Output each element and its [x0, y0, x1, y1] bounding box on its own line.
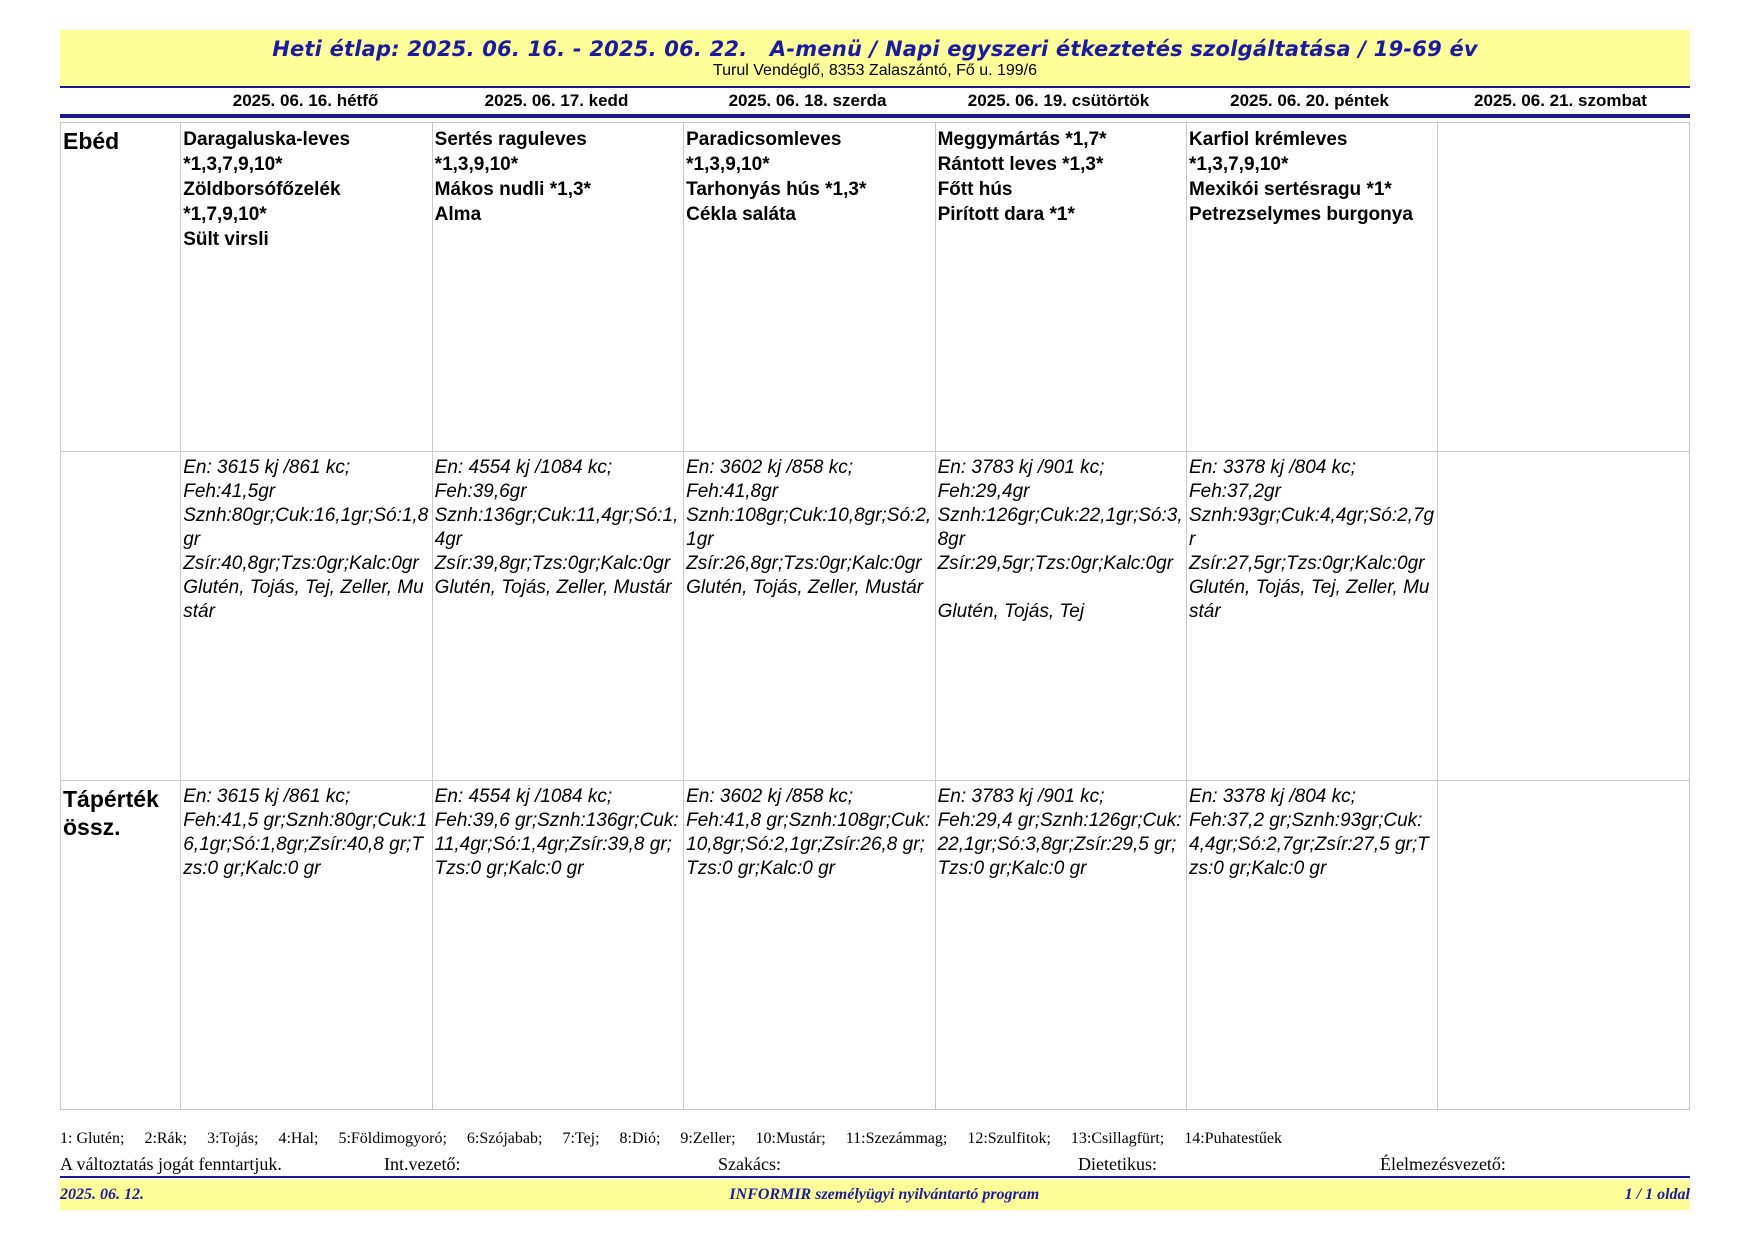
nutrition-total-row	[61, 781, 1690, 1110]
signature-int-manager: Int.vezető:	[384, 1154, 461, 1174]
total-cell	[432, 781, 683, 1110]
nutrition-line: En: 3378 kj /804 kc;	[1189, 457, 1356, 478]
allergen-item: 9:Zeller;	[680, 1130, 736, 1147]
row-label-cell	[61, 452, 181, 781]
day-header-rule	[60, 114, 1690, 118]
footer-rule	[60, 1176, 1690, 1178]
lunch-label: Ebéd	[63, 128, 120, 154]
nutrition-cell	[432, 452, 683, 781]
nutrition-line: Feh:41,5gr	[183, 481, 276, 502]
nutrition-cell	[1187, 452, 1438, 781]
lunch-row	[61, 123, 1690, 452]
signature-dietitian: Dietetikus:	[1078, 1154, 1157, 1174]
total-line: Feh:29,4 gr;Sznh:126gr;Cuk:22,1gr;Só:3,8gr;Zsír:29,5 gr;Tzs:0 gr;Kalc:0 gr	[937, 810, 1182, 879]
menu-cell	[1187, 123, 1438, 452]
nutrition-line: En: 3615 kj /861 kc;	[183, 457, 351, 478]
signature-chef: Szakács:	[718, 1154, 781, 1174]
total-line: En: 3602 kj /858 kc;	[686, 786, 854, 807]
menu-item: Paradicsomleves	[686, 129, 842, 150]
menu-item: *1,3,7,9,10*	[183, 154, 283, 175]
nutrition-line: Zsír:26,8gr;Tzs:0gr;Kalc:0gr	[686, 553, 922, 574]
total-line: Feh:37,2 gr;Sznh:93gr;Cuk:4,4gr;Só:2,7gr;Zsír:27,5 gr;Tzs:0 gr;Kalc:0 gr	[1189, 810, 1429, 879]
menu-item: *1,3,9,10*	[686, 154, 770, 175]
day-header: 2025. 06. 18. szerda	[728, 91, 887, 110]
menu-item: Cékla saláta	[686, 204, 796, 225]
menu-item: Rántott leves *1,3*	[937, 154, 1104, 175]
total-label: Tápérték	[63, 786, 159, 812]
nutrition-line: Sznh:136gr;Cuk:11,4gr;Só:1,4gr	[434, 505, 679, 550]
signature-food-manager: Élelmezésvezető:	[1380, 1154, 1506, 1174]
total-line: Feh:39,6 gr;Sznh:136gr;Cuk:11,4gr;Só:1,4gr;Zsír:39,8 gr;Tzs:0 gr;Kalc:0 gr	[434, 810, 679, 879]
nutrition-line: Glutén, Tojás, Tej	[937, 601, 1085, 622]
total-line: En: 3615 kj /861 kc;	[183, 786, 351, 807]
day-header: 2025. 06. 17. kedd	[484, 91, 629, 110]
allergen-item: 2:Rák;	[144, 1130, 188, 1147]
menu-item: Főtt hús	[937, 179, 1013, 200]
menu-item: Meggymártás *1,7*	[937, 129, 1107, 150]
menu-item: Zöldborsófőzelék	[183, 179, 341, 200]
total-cell	[935, 781, 1186, 1110]
allergen-item: 13:Csillagfürt;	[1070, 1130, 1165, 1147]
day-header: 2025. 06. 20. péntek	[1230, 91, 1389, 110]
nutrition-line: Glutén, Tojás, Tej, Zeller, Mustár	[1189, 577, 1430, 622]
nutrition-cell	[684, 452, 935, 781]
menu-item: *1,7,9,10*	[183, 204, 267, 225]
allergen-item: 12:Szulfitok;	[967, 1130, 1051, 1147]
menu-item: Petrezselymes burgonya	[1189, 204, 1413, 225]
menu-item: Daragaluska-leves	[183, 129, 351, 150]
title-band	[60, 30, 1690, 86]
nutrition-line: Sznh:126gr;Cuk:22,1gr;Só:3,8gr	[937, 505, 1183, 550]
nutrition-line: Zsír:27,5gr;Tzs:0gr;Kalc:0gr	[1189, 553, 1425, 574]
print-date: 2025. 06. 12.	[60, 1186, 144, 1203]
day-header: 2025. 06. 16. hétfő	[232, 91, 379, 110]
allergen-item: 7:Tej;	[562, 1130, 600, 1147]
allergen-item: 4:Hal;	[278, 1130, 319, 1147]
allergen-item: 5:Földimogyoró;	[338, 1130, 447, 1147]
menu-item: Mexikói sertésragu *1*	[1189, 179, 1392, 200]
nutrition-line: Feh:39,6gr	[434, 481, 527, 502]
nutrition-line: Feh:29,4gr	[937, 481, 1030, 502]
allergen-legend	[60, 1130, 1690, 1148]
menu-cell	[181, 123, 432, 452]
allergen-item: 8:Dió;	[619, 1130, 661, 1147]
page-number: 1 / 1 oldal	[1624, 1186, 1690, 1203]
total-cell	[1187, 781, 1438, 1110]
menu-item: Karfiol krémleves	[1189, 129, 1348, 150]
allergen-item: 11:Szezámmag;	[845, 1130, 948, 1147]
total-line: En: 3378 kj /804 kc;	[1189, 786, 1356, 807]
nutrition-line: En: 4554 kj /1084 kc;	[434, 457, 613, 478]
menu-cell	[1438, 123, 1690, 452]
day-header-row	[60, 88, 1690, 114]
day-header: 2025. 06. 19. csütörtök	[967, 91, 1150, 110]
page-title: Heti étlap: 2025. 06. 16. - 2025. 06. 22. A-menü / Napi egyszeri étkeztetés szolgáltatása / 19-69 év	[272, 37, 1478, 61]
nutrition-line: Sznh:80gr;Cuk:16,1gr;Só:1,8gr	[183, 505, 429, 550]
menu-item: Pirított dara *1*	[937, 204, 1075, 225]
row-label-cell	[61, 123, 181, 452]
menu-table	[60, 122, 1690, 1110]
menu-item: Sült virsli	[183, 229, 269, 250]
signature-line	[60, 1154, 1690, 1176]
total-cell	[684, 781, 935, 1110]
nutrition-line: En: 3602 kj /858 kc;	[686, 457, 854, 478]
menu-item: *1,3,7,9,10*	[1189, 154, 1289, 175]
total-line: Feh:41,8 gr;Sznh:108gr;Cuk:10,8gr;Só:2,1gr;Zsír:26,8 gr;Tzs:0 gr;Kalc:0 gr	[686, 810, 931, 879]
nutrition-line: Zsír:39,8gr;Tzs:0gr;Kalc:0gr	[434, 553, 671, 574]
allergen-item: 14:Puhatestűek	[1184, 1130, 1282, 1147]
total-cell	[181, 781, 432, 1110]
footer-band	[60, 1180, 1690, 1210]
allergen-item: 6:Szójabab;	[466, 1130, 543, 1147]
menu-cell	[432, 123, 683, 452]
nutrition-line	[938, 576, 1184, 600]
nutrition-cell	[1438, 452, 1690, 781]
menu-item: Mákos nudli *1,3*	[434, 179, 591, 200]
menu-cell	[935, 123, 1186, 452]
nutrition-line: Zsír:40,8gr;Tzs:0gr;Kalc:0gr	[183, 553, 419, 574]
menu-item: Sertés raguleves	[434, 129, 587, 150]
allergen-item: 3:Tojás;	[207, 1130, 259, 1147]
nutrition-line: Glutén, Tojás, Zeller, Mustár	[686, 577, 924, 598]
disclaimer: A változtatás jogát fenntartjuk.	[60, 1154, 282, 1174]
nutrition-line: Feh:41,8gr	[686, 481, 779, 502]
day-header: 2025. 06. 21. szombat	[1474, 91, 1647, 110]
nutrition-line: Sznh:93gr;Cuk:4,4gr;Só:2,7gr	[1189, 505, 1435, 550]
nutrition-line: Glutén, Tojás, Zeller, Mustár	[434, 577, 672, 598]
nutrition-line: Sznh:108gr;Cuk:10,8gr;Só:2,1gr	[686, 505, 932, 550]
menu-cell	[684, 123, 935, 452]
nutrition-cell	[181, 452, 432, 781]
total-line: En: 3783 kj /901 kc;	[937, 786, 1105, 807]
nutrition-line: Feh:37,2gr	[1189, 481, 1281, 502]
page-subtitle: Turul Vendéglő, 8353 Zalaszántó, Fő u. 199/6	[712, 62, 1038, 79]
nutrition-line: Zsír:29,5gr;Tzs:0gr;Kalc:0gr	[937, 553, 1174, 574]
total-cell	[1438, 781, 1690, 1110]
total-line: En: 4554 kj /1084 kc;	[434, 786, 613, 807]
nutrition-line: Glutén, Tojás, Tej, Zeller, Mustár	[183, 577, 424, 622]
program-name: INFORMIR személyügyi nyilvántartó program	[729, 1186, 1040, 1203]
menu-item: Tarhonyás hús *1,3*	[686, 179, 867, 200]
total-line: Feh:41,5 gr;Sznh:80gr;Cuk:16,1gr;Só:1,8gr;Zsír:40,8 gr;Tzs:0 gr;Kalc:0 gr	[183, 810, 428, 879]
allergen-item: 1: Glutén;	[60, 1130, 125, 1147]
menu-item: *1,3,9,10*	[434, 154, 519, 175]
nutrition-line: En: 3783 kj /901 kc;	[937, 457, 1105, 478]
total-label-2: össz.	[63, 814, 121, 840]
nutrition-cell	[935, 452, 1186, 781]
menu-item: Alma	[434, 204, 482, 225]
nutrition-row	[61, 452, 1690, 781]
row-label-cell	[61, 781, 181, 1110]
menu-page	[60, 30, 1690, 1210]
allergen-item: 10:Mustár;	[755, 1130, 826, 1147]
